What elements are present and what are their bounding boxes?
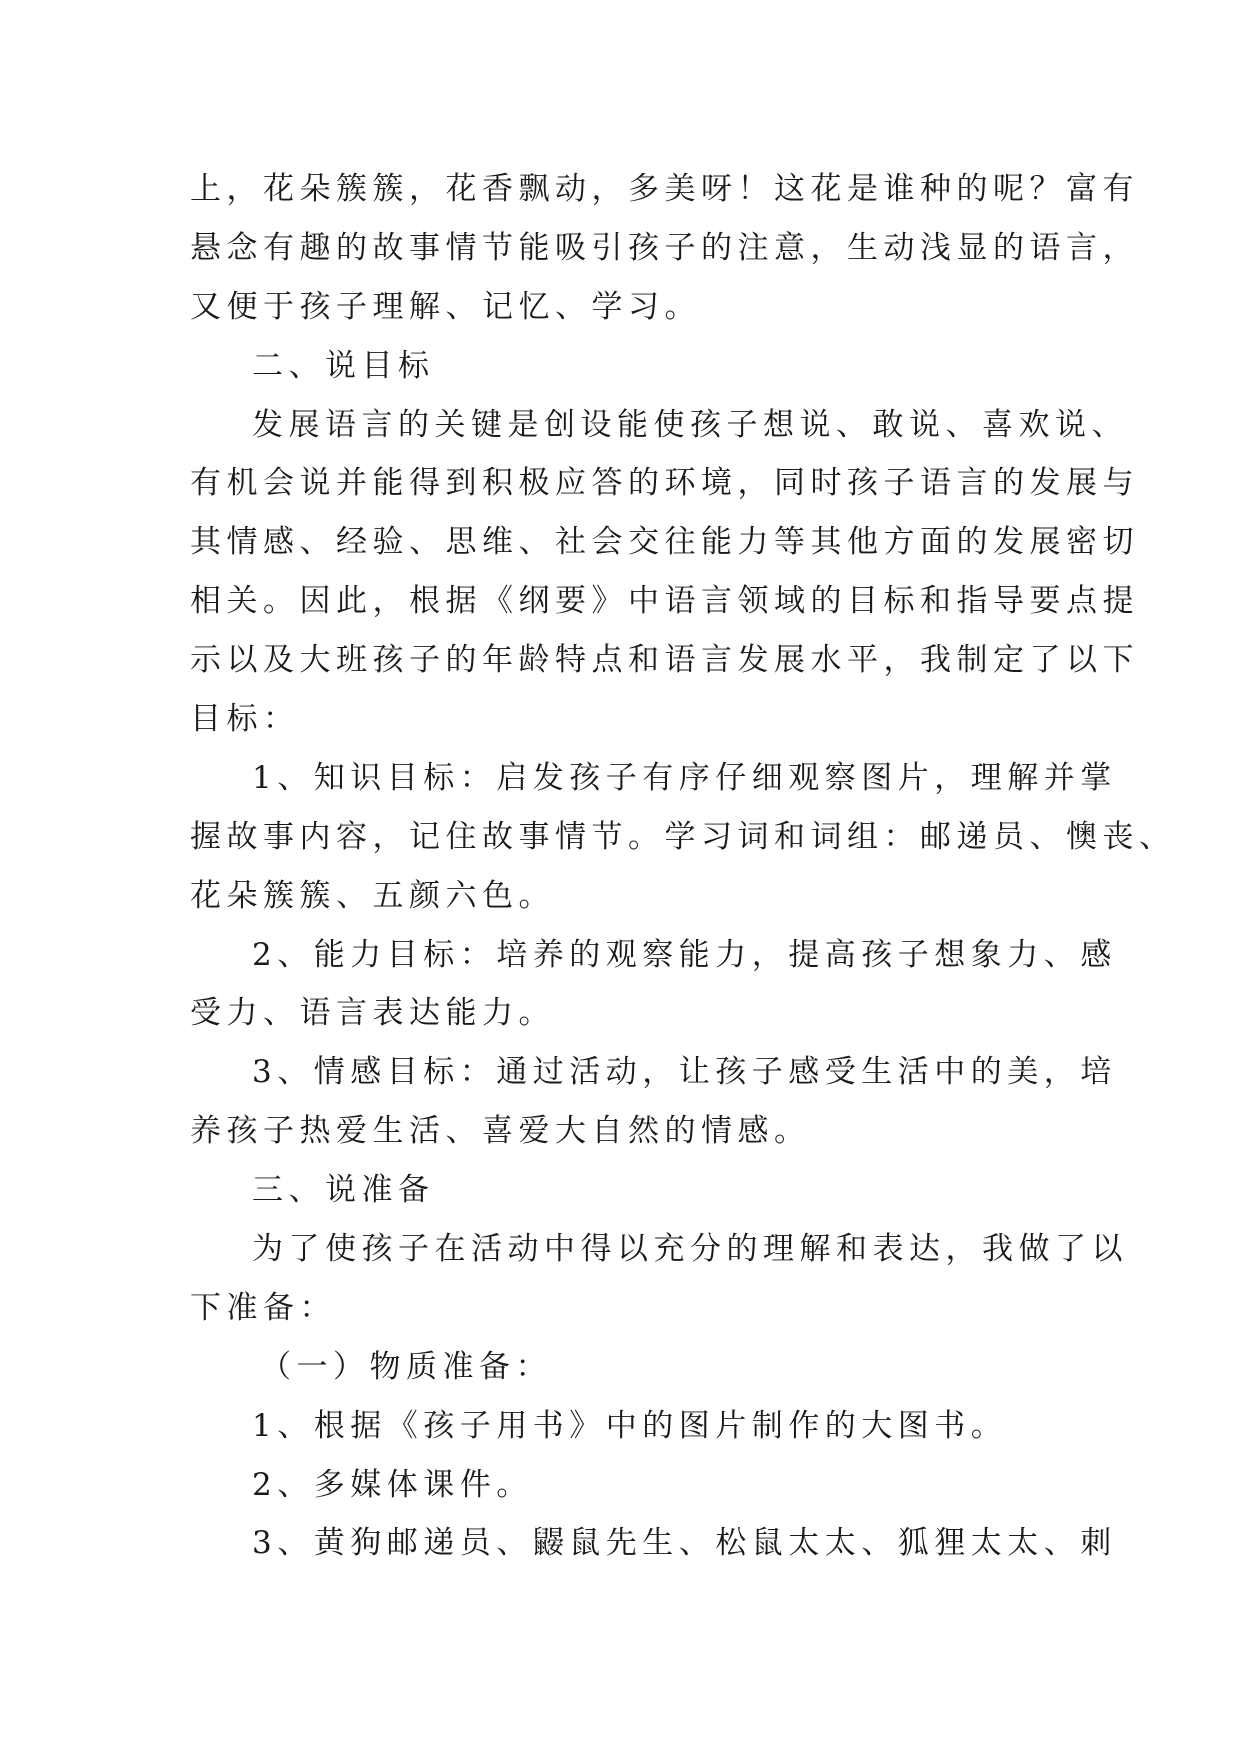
paragraph-line: 又便于孩子理解、记忆、学习。	[190, 288, 701, 325]
paragraph-line: 受力、语言表达能力。	[190, 995, 555, 1032]
list-item: 3、情感目标：通过活动，让孩子感受生活中的美，培	[252, 1054, 1117, 1091]
paragraph-line: 为了使孩子在活动中得以充分的理解和表达，我做了以	[252, 1231, 1128, 1268]
paragraph-line: 发展语言的关键是创设能使孩子想说、敢说、喜欢说、	[252, 406, 1128, 443]
paragraph-line: 握故事内容，记住故事情节。学习词和词组：邮递员、懊丧、	[190, 818, 1176, 855]
list-item: 3、黄狗邮递员、鼹鼠先生、松鼠太太、狐狸太太、刺	[252, 1525, 1117, 1562]
paragraph-line: 花朵簇簇、五颜六色。	[190, 877, 555, 914]
paragraph-line: 其情感、经验、思维、社会交往能力等其他方面的发展密切	[190, 524, 1139, 561]
list-item: 1、根据《孩子用书》中的图片制作的大图书。	[252, 1407, 1008, 1444]
section-heading: 二、说目标	[252, 347, 435, 384]
list-item: 1、知识目标：启发孩子有序仔细观察图片，理解并掌	[252, 759, 1117, 796]
paragraph-line: 下准备：	[190, 1289, 336, 1326]
subsection-heading: （一）物质准备：	[260, 1348, 552, 1385]
section-heading: 三、说准备	[252, 1172, 435, 1209]
paragraph-line: 养孩子热爱生活、喜爱大自然的情感。	[190, 1113, 811, 1150]
document-body	[190, 160, 1176, 1573]
paragraph-line: 示以及大班孩子的年龄特点和语言发展水平，我制定了以下	[190, 642, 1139, 679]
list-item: 2、多媒体课件。	[252, 1466, 533, 1503]
list-item: 2、能力目标：培养的观察能力，提高孩子想象力、感	[252, 936, 1117, 973]
paragraph-line: 有机会说并能得到积极应答的环境，同时孩子语言的发展与	[190, 465, 1139, 502]
paragraph-line: 目标：	[190, 701, 300, 738]
paragraph-line: 相关。因此，根据《纲要》中语言领域的目标和指导要点提	[190, 583, 1139, 620]
paragraph-line: 悬念有趣的故事情节能吸引孩子的注意，生动浅显的语言，	[190, 229, 1139, 266]
paragraph-line: 上，花朵簇簇，花香飘动，多美呀！这花是谁种的呢？富有	[190, 171, 1139, 207]
